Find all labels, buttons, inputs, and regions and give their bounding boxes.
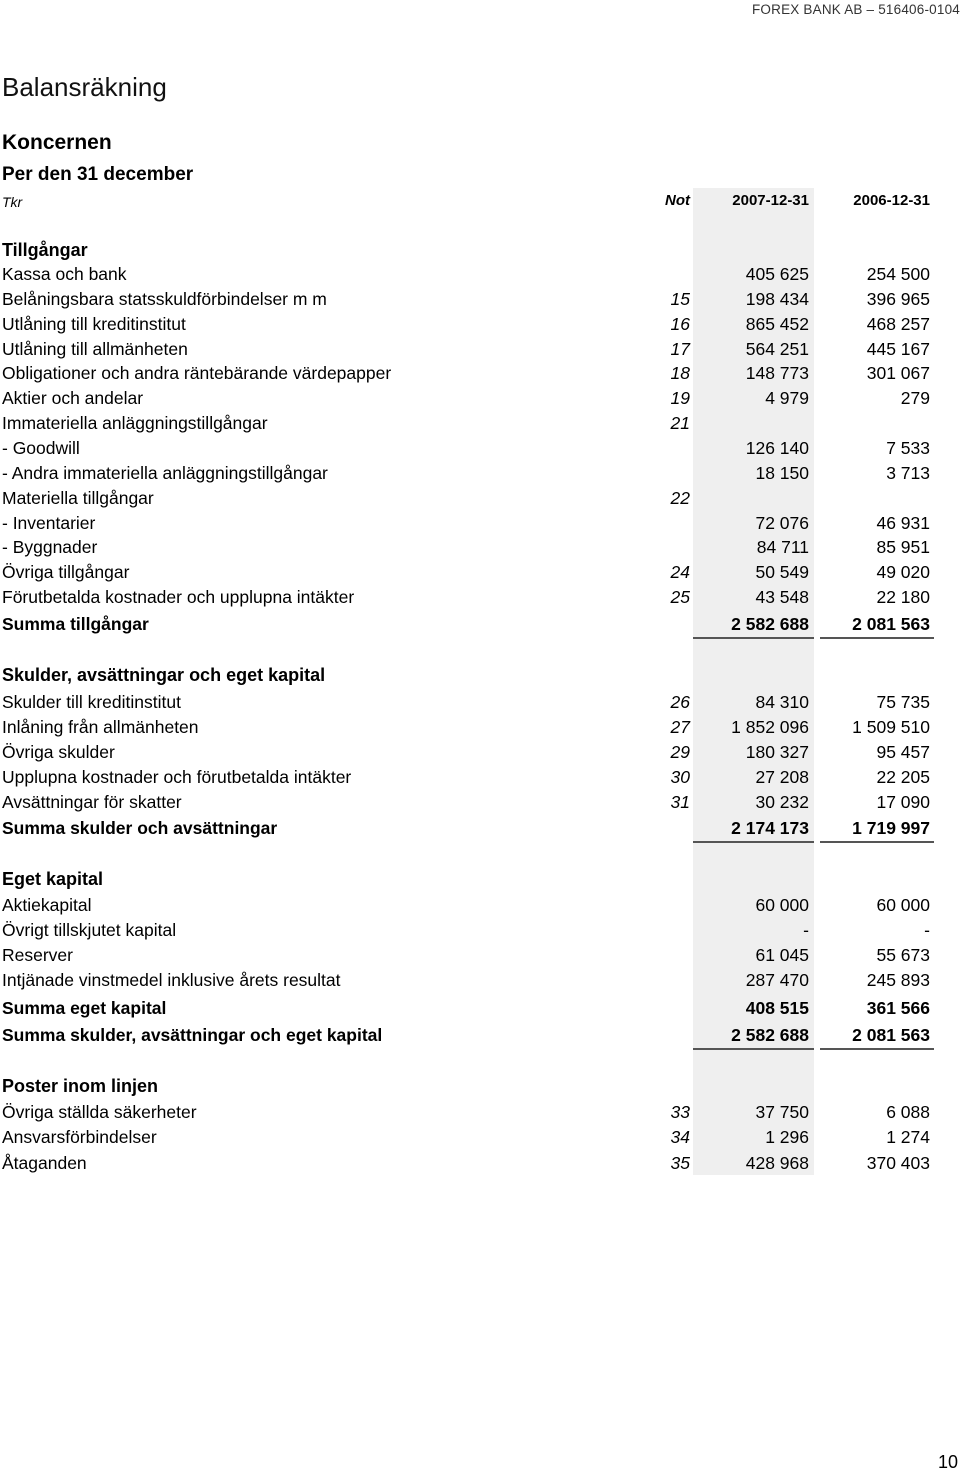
- value-2006: 55 673: [876, 945, 930, 965]
- value-2006: 17 090: [876, 792, 930, 812]
- row-label: - Goodwill: [2, 437, 80, 458]
- value-2006: 22 180: [876, 587, 930, 608]
- total-underline: [693, 1048, 814, 1050]
- row-label: Åtaganden: [2, 1152, 87, 1173]
- row-label: Obligationer och andra räntebärande värdepapper: [2, 363, 392, 384]
- group-heading: Koncernen: [2, 131, 112, 154]
- row-label: Summa skulder, avsättningar och eget kapital: [2, 1025, 383, 1045]
- note-ref: 30: [670, 767, 690, 787]
- value-2006: 245 893: [866, 970, 930, 990]
- note-ref: 15: [670, 288, 690, 309]
- total-row: [0, 996, 960, 1021]
- table-row: [0, 790, 960, 815]
- total-underline: [693, 637, 814, 639]
- table-row: [0, 1151, 960, 1176]
- table-row: [0, 337, 960, 362]
- section-heading-liabilities: Skulder, avsättningar och eget kapital: [2, 665, 326, 685]
- row-label: Summa eget kapital: [2, 998, 167, 1018]
- value-2007: 428 968: [745, 1152, 809, 1173]
- row-label: Övriga skulder: [2, 742, 115, 762]
- value-2006: 2 081 563: [852, 614, 930, 634]
- row-label: Förutbetalda kostnader och upplupna intäkter: [2, 587, 355, 608]
- value-2006: 49 020: [876, 562, 930, 583]
- total-underline: [693, 841, 814, 843]
- value-2007: 50 549: [755, 562, 809, 583]
- row-label: Intjänade vinstmedel inklusive årets resultat: [2, 970, 341, 990]
- note-ref: 21: [670, 413, 690, 434]
- value-2006: 361 566: [866, 998, 930, 1018]
- row-label: - Andra immateriella anläggningstillgångar: [2, 462, 328, 483]
- value-2007: 84 711: [756, 537, 809, 558]
- note-ref: 34: [670, 1127, 690, 1148]
- note-ref: 17: [670, 338, 690, 359]
- total-row: [0, 612, 960, 637]
- table-row: [0, 715, 960, 740]
- value-2006: 22 205: [876, 767, 930, 787]
- table-row: [0, 461, 960, 486]
- table-row: [0, 486, 960, 511]
- value-2006: 1 274: [886, 1127, 930, 1148]
- row-label: Utlåning till allmänheten: [2, 338, 188, 359]
- row-label: - Inventarier: [2, 512, 96, 533]
- total-row: [0, 816, 960, 841]
- value-2007: 2 582 688: [731, 614, 809, 634]
- value-2007: 18 150: [755, 462, 809, 483]
- table-row: [0, 1100, 960, 1125]
- row-label: Upplupna kostnader och förutbetalda intäkter: [2, 767, 352, 787]
- value-2006: 301 067: [866, 363, 930, 384]
- table-row: [0, 361, 960, 386]
- value-2006: 445 167: [866, 338, 930, 359]
- value-2007: 1 296: [765, 1127, 809, 1148]
- value-2007: 2 582 688: [731, 1025, 809, 1045]
- value-2007: 61 045: [755, 945, 809, 965]
- column-header-2006: 2006-12-31: [853, 192, 930, 209]
- table-row: [0, 585, 960, 610]
- row-label: Immateriella anläggningstillgångar: [2, 413, 268, 434]
- value-2006: 254 500: [866, 264, 930, 284]
- note-ref: 25: [670, 587, 690, 608]
- value-2006: 60 000: [876, 895, 930, 915]
- value-2006: 1 719 997: [852, 818, 930, 838]
- row-label: Skulder till kreditinstitut: [2, 692, 181, 712]
- value-2006: 75 735: [876, 692, 930, 712]
- table-row: [0, 287, 960, 312]
- note-ref: 22: [670, 487, 690, 508]
- row-label: Ansvarsförbindelser: [2, 1127, 157, 1148]
- value-2007: 60 000: [755, 895, 809, 915]
- total-row: [0, 1023, 960, 1048]
- value-2007: 2 174 173: [731, 818, 809, 838]
- value-2007: 148 773: [745, 363, 809, 384]
- page-title: Balansräkning: [2, 72, 167, 102]
- value-2006: 85 951: [876, 537, 930, 558]
- value-2006: 468 257: [866, 313, 930, 334]
- column-header-2007: 2007-12-31: [732, 192, 809, 209]
- row-label: Övriga ställda säkerheter: [2, 1102, 197, 1122]
- row-label: Övrigt tillskjutet kapital: [2, 920, 177, 940]
- value-2006: 2 081 563: [852, 1025, 930, 1045]
- value-2007: 564 251: [745, 338, 809, 359]
- table-row: [0, 765, 960, 790]
- total-underline: [820, 841, 934, 843]
- table-row: [0, 312, 960, 337]
- note-ref: 29: [670, 742, 690, 762]
- value-2007: 27 208: [755, 767, 809, 787]
- table-row: [0, 511, 960, 536]
- note-ref: 33: [670, 1102, 690, 1122]
- note-ref: 26: [670, 692, 690, 712]
- value-2006: 1 509 510: [852, 717, 930, 737]
- table-row: [0, 411, 960, 436]
- running-header: FOREX BANK AB – 516406-0104: [751, 2, 960, 17]
- value-2007: 84 310: [755, 692, 809, 712]
- value-2006: 95 457: [876, 742, 930, 762]
- row-label: Utlåning till kreditinstitut: [2, 313, 186, 334]
- table-row: [0, 1125, 960, 1150]
- value-2007: 4 979: [765, 388, 809, 409]
- section-heading-assets: Tillgångar: [2, 240, 88, 260]
- total-underline: [820, 1048, 934, 1050]
- row-label: Summa skulder och avsättningar: [2, 818, 278, 838]
- value-2007: 287 470: [745, 970, 809, 990]
- value-2006: 279: [900, 388, 930, 409]
- row-label: Materiella tillgångar: [2, 487, 154, 508]
- row-label: Aktiekapital: [2, 895, 92, 915]
- value-2006: 46 931: [876, 512, 930, 533]
- note-ref: 24: [670, 562, 690, 583]
- table-row: [0, 968, 960, 993]
- note-ref: 19: [670, 388, 690, 409]
- row-label: Belåningsbara statsskuldförbindelser m m: [2, 288, 327, 309]
- table-row: [0, 893, 960, 918]
- row-label: Summa tillgångar: [2, 614, 149, 634]
- row-label: Inlåning från allmänheten: [2, 717, 199, 737]
- value-2007: 72 076: [755, 512, 809, 533]
- value-2007: 198 434: [745, 288, 809, 309]
- row-label: - Byggnader: [2, 537, 98, 558]
- table-row: [0, 436, 960, 461]
- row-label: Reserver: [2, 945, 73, 965]
- value-2007: 408 515: [745, 998, 809, 1018]
- note-ref: 16: [670, 313, 690, 334]
- value-2007: 865 452: [745, 313, 809, 334]
- value-2006: 6 088: [886, 1102, 930, 1122]
- table-row: [0, 740, 960, 765]
- value-2007: 126 140: [745, 437, 809, 458]
- table-row: [0, 943, 960, 968]
- value-2006: 396 965: [866, 288, 930, 309]
- row-label: Kassa och bank: [2, 264, 127, 284]
- section-heading-offbalance: Poster inom linjen: [2, 1076, 159, 1096]
- table-row: [0, 690, 960, 715]
- value-2006: -: [924, 920, 930, 940]
- period-subtitle: Per den 31 december: [2, 164, 194, 185]
- value-2007: -: [803, 920, 809, 940]
- value-2006: 3 713: [886, 462, 930, 483]
- note-ref: 18: [670, 363, 690, 384]
- row-label: Övriga tillgångar: [2, 562, 130, 583]
- row-label: Avsättningar för skatter: [2, 792, 182, 812]
- value-2007: 1 852 096: [731, 717, 809, 737]
- value-2007: 405 625: [745, 264, 809, 284]
- total-underline: [820, 637, 934, 639]
- value-2006: 370 403: [866, 1152, 930, 1173]
- table-row: [0, 386, 960, 411]
- note-ref: 35: [670, 1152, 690, 1173]
- table-row: [0, 535, 960, 560]
- row-label: Aktier och andelar: [2, 388, 144, 409]
- note-ref: 31: [670, 792, 690, 812]
- column-header-not: Not: [665, 192, 690, 209]
- page-number: 10: [937, 1452, 958, 1472]
- table-row: [0, 918, 960, 943]
- value-2006: 7 533: [886, 437, 930, 458]
- value-2007: 180 327: [745, 742, 809, 762]
- section-heading-equity: Eget kapital: [2, 869, 104, 889]
- value-2007: 43 548: [755, 587, 809, 608]
- value-2007: 37 750: [755, 1102, 809, 1122]
- note-ref: 27: [670, 717, 690, 737]
- value-2007: 30 232: [755, 792, 809, 812]
- unit-label: Tkr: [2, 194, 23, 210]
- table-row: [0, 262, 960, 287]
- table-row: [0, 560, 960, 585]
